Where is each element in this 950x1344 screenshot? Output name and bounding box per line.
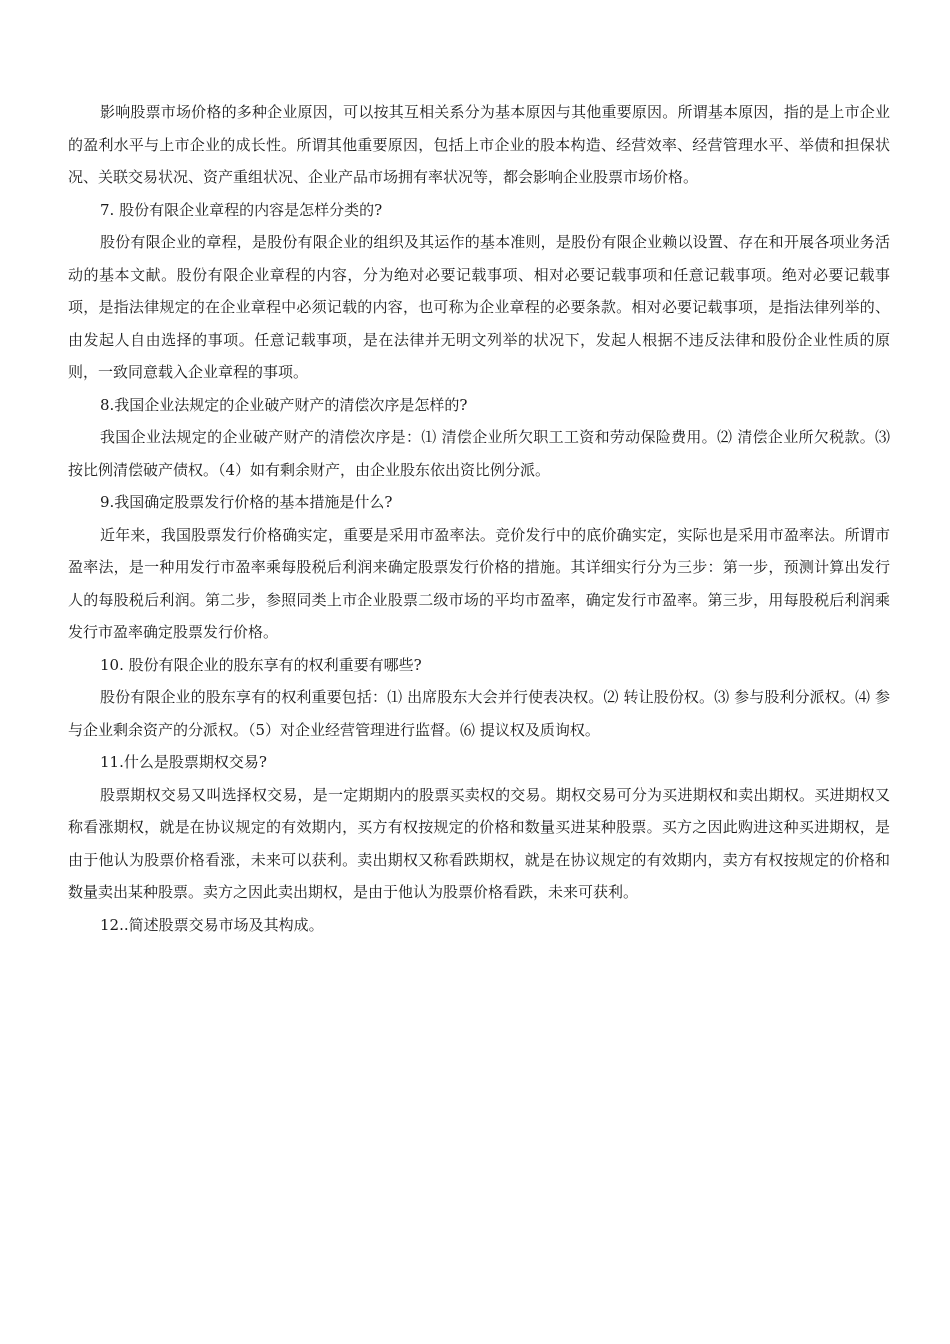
answer-9: 近年来，我国股票发行价格确实定，重要是采用市盈率法。竞价发行中的底价确实定，实际也是采用市盈率法。所谓市盈率法，是一种用发行市盈率乘每股税后利润来确定股票发行价格的措施。其详细实行分为三步：第一步，预测计算出发行人的每股税后利润。第二步，参照同类上市企业股票二级市场的平均市盈率，确定发行市盈率。第三步，用每股税后利润乘发行市盈率确定股票发行价格。 bbox=[68, 525, 890, 641]
question-7: 7. 股份有限企业章程的内容是怎样分类的? bbox=[100, 200, 383, 219]
answer-11: 股票期权交易又叫选择权交易，是一定期期内的股票买卖权的交易。期权交易可分为买进期权和卖出期权。买进期权又称看涨期权，就是在协议规定的有效期内，买方有权按规定的价格和数量买进某种股票。买方之因此购进这种买进期权，是由于他认为股票价格看涨，未来可以获利。卖出期权又称看跌期权，就是在协议规定的有效期内，卖方有权按规定的价格和数量卖出某种股票。卖方之因此卖出期权，是由于他认为股票价格看跌，未来可获利。 bbox=[68, 785, 890, 901]
answer-10: 股份有限企业的股东享有的权利重要包括：⑴ 出席股东大会并行使表决权。⑵ 转让股份权。⑶ 参与股利分派权。⑷ 参与企业剩余资产的分派权。（5）对企业经营管理进行监督。⑹ 提议权及质询权。 bbox=[68, 688, 890, 739]
question-10: 10. 股份有限企业的股东享有的权利重要有哪些? bbox=[100, 655, 422, 674]
answer-7: 股份有限企业的章程，是股份有限企业的组织及其运作的基本准则，是股份有限企业赖以设置、存在和开展各项业务活动的基本文献。股份有限企业章程的内容，分为绝对必要记载事项、相对必要记载事项和任意记载事项。绝对必要记载事项，是指法律规定的在企业章程中必须记载的内容，也可称为企业章程的必要条款。相对必要记载事项，是指法律列举的、由发起人自由选择的事项。任意记载事项，是在法律并无明文列举的状况下，发起人根据不违反法律和股份企业性质的原则，一致同意载入企业章程的事项。 bbox=[68, 233, 890, 381]
question-8: 8.我国企业法规定的企业破产财产的清偿次序是怎样的? bbox=[100, 395, 468, 414]
paragraph-stock-price-factors: 影响股票市场价格的多种企业原因，可以按其互相关系分为基本原因与其他重要原因。所谓基本原因，指的是上市企业的盈利水平与上市企业的成长性。所谓其他重要原因，包括上市企业的股本构造、经营效率、经营管理水平、举债和担保状况、关联交易状况、资产重组状况、企业产品市场拥有率状况等，都会影响企业股票市场价格。 bbox=[68, 103, 890, 186]
document-page bbox=[68, 96, 890, 941]
question-11: 11.什么是股票期权交易? bbox=[100, 753, 267, 771]
question-12: 12..简述股票交易市场及其构成。 bbox=[100, 915, 324, 934]
question-9: 9.我国确定股票发行价格的基本措施是什么? bbox=[100, 493, 393, 511]
answer-8: 我国企业法规定的企业破产财产的清偿次序是：⑴ 清偿企业所欠职工工资和劳动保险费用。⑵ 清偿企业所欠税款。⑶ 按比例清偿破产债权。（4）如有剩余财产，由企业股东依出资比例分派。 bbox=[68, 428, 890, 479]
